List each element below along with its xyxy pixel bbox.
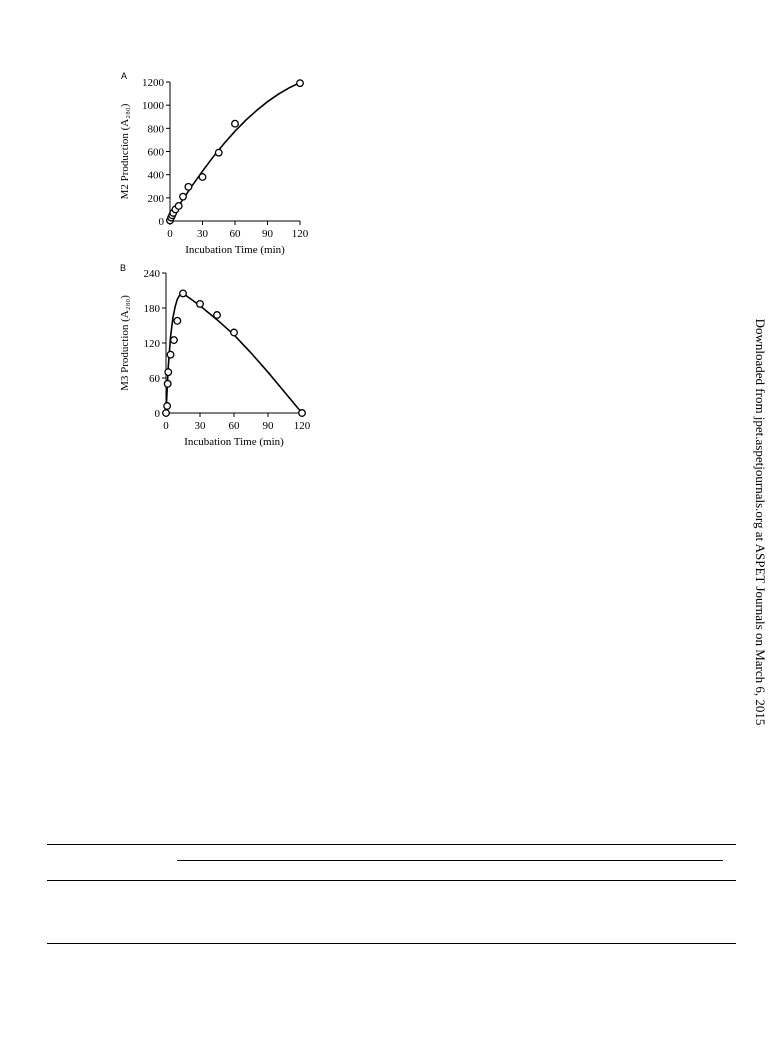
download-notice-text: Downloaded from jpet.aspetjournals.org at ASPET Journals on March 6, 2015 [753,318,768,726]
x-tick-label: 120 [291,228,309,240]
data-point [164,403,171,410]
x-tick-label: 0 [163,420,169,432]
x-tick-label: 60 [229,228,241,240]
data-point [171,337,178,344]
x-tick-label: 90 [262,420,274,432]
chart-b [0,0,780,460]
table-rule-bottom [47,943,736,944]
table-rule-mid [47,880,736,881]
data-point [180,290,187,297]
data-point [163,410,170,417]
data-point [165,369,172,376]
y-tick-label: 1000 [142,100,164,113]
y-tick-label: 0 [154,408,160,420]
y-tick-label: 60 [149,373,160,385]
y-tick-label: 120 [143,338,160,350]
y-axis-label: M2 Production (A₂₈₀) [119,103,131,200]
y-tick-label: 180 [143,303,160,315]
y-tick-label: 800 [147,123,164,136]
panel-label-a: A [121,71,128,81]
y-tick-label: 1200 [142,77,164,89]
data-point [214,312,221,319]
fit-curve [166,293,302,413]
data-point [164,381,171,388]
x-axis-label: Incubation Time (min) [185,244,285,256]
data-point [167,351,174,358]
data-point [174,318,181,325]
y-axis-label: M3 Production (A₂₈₀) [119,295,131,391]
data-point [197,301,204,308]
x-tick-label: 60 [228,420,240,432]
table-rule-sub [177,860,723,861]
panel-label-b: B [120,263,127,273]
x-tick-label: 120 [293,420,311,432]
x-tick-label: 90 [262,228,273,240]
x-tick-label: 0 [167,228,173,240]
x-tick-label: 30 [194,420,206,432]
data-point [299,410,306,417]
y-tick-label: 400 [147,169,164,182]
y-tick-label: 240 [143,268,160,280]
x-tick-label: 30 [197,228,208,240]
y-tick-label: 0 [158,216,164,228]
x-axis-label: Incubation Time (min) [184,436,284,448]
table-rule-top [47,844,736,845]
y-tick-label: 600 [147,146,164,159]
y-tick-label: 200 [147,192,164,205]
data-point [231,329,238,336]
